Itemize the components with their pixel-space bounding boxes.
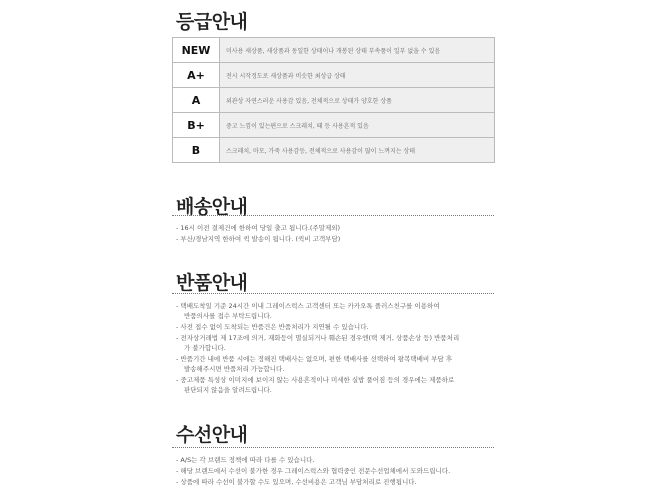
list-item: - 상품에 따라 수선이 불가할 수도 있으며, 수선비용은 고객님 부담처리로 진행됩니다. [176,478,417,486]
grade-label: B [173,138,220,163]
section-divider [172,293,494,294]
list-item-line: - 반품기간 내에 반품 시에는 정해진 택배사는 없으며, 편한 택배사를 선택하여 왕복택배비 부담 후 [176,355,453,363]
list-item [176,375,494,395]
grade-description: 미사용 새상품, 새상품과 동일한 상태이나 개봉된 상태 부속품이 일부 없을 수 있음 [220,38,495,63]
list-item [176,333,494,353]
list-item [176,354,494,374]
list-item-continuation: 가 불가합니다. [184,344,226,352]
grade-description: 전시 시작정도로 새상품과 비슷한 최상급 상태 [220,63,495,88]
grade-label: A+ [173,63,220,88]
repair-section-title: 수선안내 [176,424,248,446]
section-divider [172,215,494,216]
table-row [173,88,495,113]
return-notes-list [176,301,494,396]
grade-label: NEW [173,38,220,63]
table-row [173,38,495,63]
grade-label: B+ [173,113,220,138]
grade-description: 스크래치, 마모, 가죽 사용감등, 전체적으로 사용감이 많이 느껴지는 상태 [220,138,495,163]
return-section-title: 반품안내 [176,272,248,294]
shipping-notes-list [176,223,494,245]
list-item-line: - 전자상거래법 제 17조에 의거, 재화등이 멸실되거나 훼손된 경우엔(택 제거, 상품손상 등) 반품처리 [176,334,460,342]
list-item: - A/S는 각 브랜드 정책에 따라 다를 수 있습니다. [176,456,315,464]
table-row [173,113,495,138]
list-item-line: - 택배도착일 기준 24시간 이내 그레이스럭스 고객센터 또는 카카오톡 플러스친구를 이용하여 [176,302,440,310]
grade-section-title: 등급안내 [176,11,248,33]
list-item-continuation: 반품의사를 접수 부탁드립니다. [184,312,272,320]
list-item: - 부산/경남지역 한하여 퀵 발송이 됩니다. (퀵비 고객부담) [176,235,341,243]
grade-description: 중고 느낌이 있는편으로 스크래치, 때 등 사용흔적 있음 [220,113,495,138]
shipping-section-title: 배송안내 [176,196,248,218]
list-item-continuation: 판단되지 않음을 알려드립니다. [184,386,272,394]
grade-table [172,37,495,163]
table-row [173,63,495,88]
repair-notes-list [176,455,494,488]
list-item: - 16시 이전 결제건에 한하여 당일 출고 됩니다.(주말제외) [176,224,341,232]
list-item: - 해당 브랜드에서 수선이 불가한 경우 그레이스럭스와 협력중인 전문수선업체에서 도와드립니다. [176,467,451,475]
list-item-continuation: 발송해주시면 반품처리 가능합니다. [184,365,285,373]
grade-description: 외관상 자연스러운 사용감 있음, 전체적으로 상태가 양호한 상품 [220,88,495,113]
list-item-line: - 사전 접수 없이 도착되는 반품건은 반품처리가 지연될 수 있습니다. [176,323,369,331]
grade-label: A [173,88,220,113]
table-row [173,138,495,163]
section-divider [172,447,494,448]
list-item [176,301,494,321]
list-item [176,322,494,332]
list-item-line: - 중고제품 특성상 이미지에 보이지 않는 사용흔적이나 미세한 실밥 풀어짐 등의 경우에는 제품하로 [176,376,455,384]
